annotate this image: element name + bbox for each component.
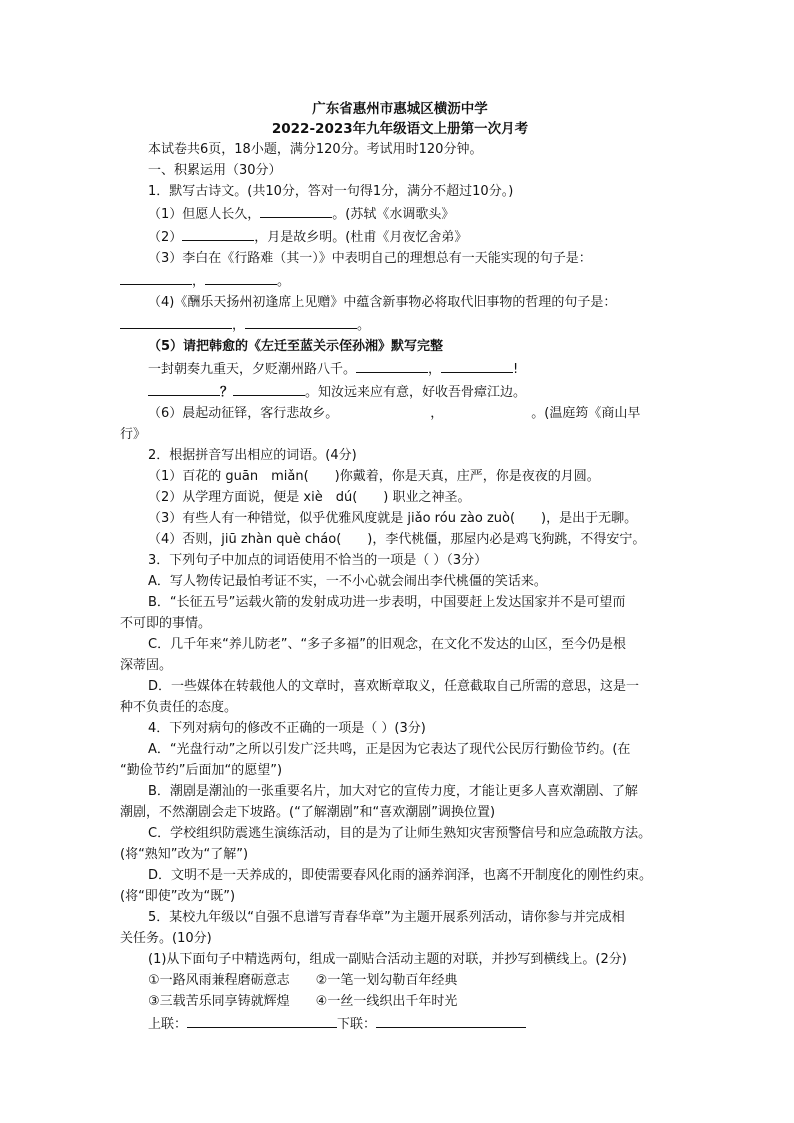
q4-option-c-cont: (将“熟知”改为“了解”) — [120, 847, 249, 862]
exam-content — [120, 99, 680, 1035]
q3-option-b: B．“长征五号”运载火箭的发射成功进一步表明，中国要赶上发达国家并不是可望而 — [148, 595, 626, 610]
q2-item-4: （4）否则，jiū zhàn què cháo( )，李代桃僵，那屋内必是鸡飞狗跳，不得安宁。 — [148, 532, 646, 547]
q2-item-1: （1）百花的 guān miǎn( )你戴着，你是天真，庄严，你是夜夜的月圆。 — [148, 469, 600, 484]
q5-couplet-answer — [120, 1012, 680, 1035]
q3-option-d-cont: 种不负责任的态度。 — [120, 700, 238, 715]
couplet-option: ③三载苦乐同享铸就辉煌 — [148, 994, 290, 1009]
answer-blank[interactable] — [441, 357, 513, 373]
q3-option-b-cont: 不可即的事情。 — [120, 616, 212, 631]
separator: ， — [192, 274, 206, 289]
couplet-option: ②一笔一划勾勒百年经典 — [315, 973, 458, 988]
q1-item-1-text-b: 。(苏轼《水调歌头》 — [332, 207, 455, 222]
q5-stem-cont: 关任务。(10分) — [120, 931, 212, 946]
upper-couplet-blank[interactable] — [187, 1012, 337, 1028]
q1-stem: 1．默写古诗文。(共10分，答对一句得1分，满分不超过10分。) — [148, 184, 514, 199]
lower-couplet-label: 下联： — [337, 1017, 377, 1032]
upper-couplet-label: 上联： — [148, 1017, 188, 1032]
q2-item-2: （2）从学理方面说，便是 xiè dú( ) 职业之神圣。 — [148, 490, 471, 505]
q4-option-c: C．学校组织防震逃生演练活动，目的是为了让师生熟知灾害预警信号和应急疏散方法。 — [148, 826, 652, 841]
answer-blank[interactable] — [205, 269, 277, 285]
q1-item-5: （5）请把韩愈的《左迁至蓝关示侄孙湘》默写完整 — [148, 339, 444, 354]
exam-title: 2022-2023年九年级语文上册第一次月考 — [271, 121, 529, 137]
q1-item-2-text-a: （2） — [148, 230, 183, 245]
q4-option-d-cont: (将“即使”改为“既”) — [120, 889, 236, 904]
q1-item-2-text-b: ，月是故乡明。(杜甫《月夜忆舍弟》 — [254, 230, 468, 245]
q1-item-2 — [120, 225, 680, 248]
answer-blank[interactable] — [148, 380, 220, 396]
couplet-option: ①一路风雨兼程磨砺意志 — [148, 973, 290, 988]
separator: ， — [430, 406, 444, 421]
q4-option-d: D．文明不是一天养成的，即使需要春风化雨的涵养润泽，也离不开制度化的刚性约束。 — [148, 868, 653, 883]
poem-text: （6）晨起动征铎，客行悲故乡。 — [148, 406, 339, 421]
answer-blank[interactable] — [245, 313, 357, 329]
q1-item-1 — [120, 202, 680, 225]
q1-item-6-cont: 行》 — [120, 427, 147, 442]
q4-option-b-cont: 潮剧，不然潮剧会走下坡路。(“了解潮剧”和“喜欢潮剧”调换位置) — [120, 805, 496, 820]
q2-stem: 2．根据拼音写出相应的词语。(4分) — [148, 448, 357, 463]
q5-subquestion-1: (1)从下面句子中精选两句，组成一副贴合活动主题的对联，并抄写到横线上。(2分) — [148, 952, 627, 967]
separator: ， — [232, 318, 246, 333]
q4-option-a: A．“光盘行动”之所以引发广泛共鸣，正是因为它表达了现代公民厉行勤俭节约。(在 — [148, 742, 631, 757]
q4-option-a-cont: “勤俭节约”后面加“的愿望”) — [120, 763, 283, 778]
q4-option-b: B．潮剧是潮汕的一张重要名片，加大对它的宣传力度，才能让更多人喜欢潮剧、了解 — [148, 784, 638, 799]
q5-options-row-2 — [120, 991, 680, 1012]
answer-blank[interactable] — [120, 269, 192, 285]
q3-stem: 3．下列句子中加点的词语使用不恰当的一项是（ ）（3分） — [148, 553, 488, 568]
lower-couplet-blank[interactable] — [376, 1012, 526, 1028]
q5-options-row-1 — [120, 970, 680, 991]
q3-option-c: C．几千年来“养儿防老”、“多子多福”的旧观念，在文化不发达的山区，至今仍是根 — [148, 637, 627, 652]
q1-item-1-text-a: （1）但愿人长久， — [148, 207, 261, 222]
exam-intro: 本试卷共6页，18小题，满分120分。考试用时120分钟。 — [148, 142, 483, 157]
school-title: 广东省惠州市惠城区横沥中学 — [312, 101, 488, 117]
q5-stem: 5．某校九年级以“自强不息谱写青春华章”为主题开展系列活动，请你参与并完成相 — [148, 910, 625, 925]
couplet-option: ④一丝一线织出千年时光 — [315, 994, 458, 1009]
q3-option-d: D．一些媒体在转载他人的文章时，喜欢断章取义，任意截取自己所需的意思，这是一 — [148, 679, 640, 694]
poem-text: 。知汝远来应有意，好收吾骨瘴江边。 — [305, 385, 527, 400]
q1-item-5-line-2 — [120, 380, 680, 403]
q1-item-3: （3）李白在《行路难（其一）》中表明自己的理想总有一天能实现的句子是： — [148, 251, 592, 266]
terminator: ! — [513, 362, 519, 377]
q3-option-c-cont: 深蒂固。 — [120, 658, 173, 673]
section-heading: 一、积累运用（30分） — [148, 163, 282, 178]
answer-blank[interactable] — [120, 313, 232, 329]
poem-source: 。(温庭筠《商山早 — [531, 406, 641, 421]
q2-item-3: （3）有些人有一种错觉，似乎优雅风度就是 jiǎo róu zào zuò( )，是出于无聊。 — [148, 511, 638, 526]
answer-blank[interactable] — [356, 357, 428, 373]
poem-text: 一封朝奏九重天，夕贬潮州路八千。 — [148, 362, 357, 377]
answer-blank[interactable] — [260, 202, 332, 218]
q1-item-6 — [120, 403, 680, 424]
q1-item-5-line-1 — [120, 357, 680, 380]
q1-item-3-answer — [120, 269, 680, 292]
q4-stem: 4．下列对病句的修改不正确的一项是（ ）(3分) — [148, 721, 426, 736]
q3-option-a: A．写人物传记最怕考证不实，一不小心就会闹出李代桃僵的笑话来。 — [148, 574, 547, 589]
terminator: 。 — [357, 318, 371, 333]
q1-item-4: （4)《酬乐天扬州初逢席上见赠》中蕴含新事物必将取代旧事物的哲理的句子是： — [148, 295, 617, 310]
q1-item-4-answer — [120, 313, 680, 336]
separator: ？ — [220, 385, 234, 400]
separator: ， — [428, 362, 442, 377]
terminator: 。 — [277, 274, 291, 289]
answer-blank[interactable] — [233, 380, 305, 396]
answer-blank[interactable] — [182, 225, 254, 241]
